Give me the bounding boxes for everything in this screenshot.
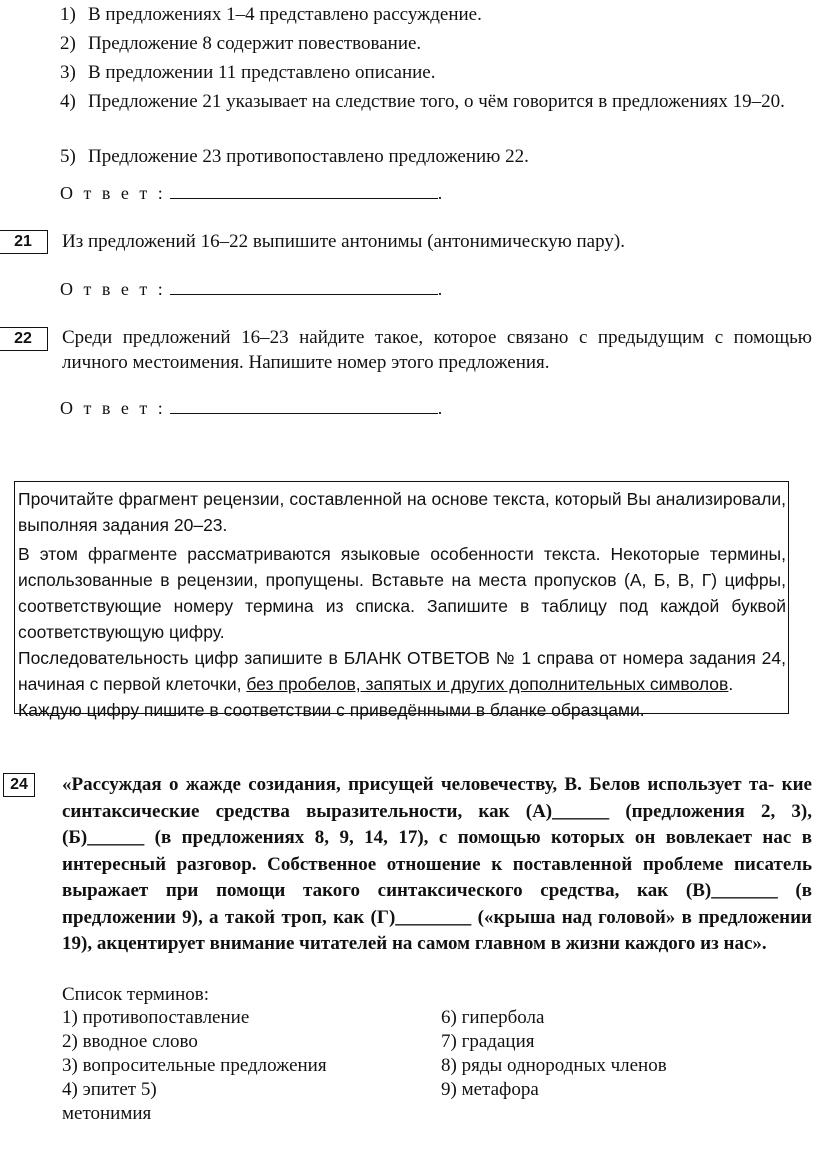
answer-blank[interactable] <box>170 276 438 295</box>
option-text: В предложении 11 представлено описание. <box>88 62 436 83</box>
term-item: метонимия <box>62 1103 152 1124</box>
answer-end: . <box>437 279 443 299</box>
option-number: 1) <box>60 4 76 25</box>
task-21-number: 21 <box>0 230 48 254</box>
option-text: В предложениях 1–4 представлено рассуждение. <box>88 4 482 25</box>
instructions-p3-underlined: без пробелов, запятых и других дополнительных символов <box>246 674 729 694</box>
term-item: 6) гипербола <box>441 1007 545 1028</box>
term-item: 7) градация <box>441 1031 535 1052</box>
term-item: 4) эпитет 5) <box>62 1079 157 1100</box>
option-text: Предложение 23 противопоставлено предложению 22. <box>88 146 529 167</box>
answer-line <box>60 180 442 204</box>
instructions-paragraph-2: В этом фрагменте рассматриваются языковые особенности текста. Некоторые термины, использованные в рецензии, пропущены. Вставьте на места пропусков (А, Б, В, Г) цифры, соответствующие номеру термина из списка. Запишите в таблицу под каждой буквой соответствующую цифру. <box>18 544 786 642</box>
instructions-box <box>14 481 789 720</box>
instructions-p3-text: Последовательность цифр запишите в БЛАНК ОТВЕТОВ № 1 справа от номера задания 24, начиная с первой клеточки, <box>18 648 786 694</box>
instructions-paragraph-4: Каждую цифру пишите в соответствии с приведёнными в бланке образцами. <box>18 700 645 720</box>
term-item: 3) вопросительные предложения <box>62 1055 327 1076</box>
option-text: Предложение 21 указывает на следствие того, о чём говорится в предложениях 19–20. <box>88 91 785 112</box>
answer-label: О т в е т : <box>60 279 166 299</box>
option-2 <box>60 31 815 56</box>
task-21-text: Из предложений 16–22 выпишите антонимы (антонимическую пару). <box>62 231 625 252</box>
option-5 <box>60 144 815 169</box>
option-number: 3) <box>60 62 76 83</box>
task-24-number: 24 <box>3 773 35 797</box>
answer-label: О т в е т : <box>60 183 166 203</box>
task-22-number: 22 <box>0 327 48 351</box>
answer-blank[interactable] <box>170 395 438 414</box>
option-text: Предложение 8 содержит повествование. <box>88 33 422 54</box>
instructions-paragraph-3 <box>18 645 786 697</box>
terms-heading: Список терминов: <box>62 984 209 1005</box>
instructions-paragraph-1: Прочитайте фрагмент рецензии, составленной на основе текста, который Вы анализировали, выполняя задания 20–23. <box>18 489 786 535</box>
term-item: 1) противопоставление <box>62 1007 250 1028</box>
term-item: 2) вводное слово <box>62 1031 198 1052</box>
terms-left-column <box>62 1006 432 1126</box>
term-item: 8) ряды однородных членов <box>441 1055 667 1076</box>
option-4 <box>60 89 815 139</box>
option-number: 2) <box>60 33 76 54</box>
answer-line <box>60 276 442 300</box>
option-3 <box>60 60 815 85</box>
task-24-text: «Рассуждая о жажде созидания, присущей человечеству, В. Белов использует та- кие синтаксические средства выразительности, как (А)______ (предложения 2, 3), (Б)______ (в предложениях 8, 9, 14, 17), с помощью которых он вовлекает нас в интересный разговор. Собственное отношение к поставленной проблеме писатель выражает при помощи такого синтаксического средства, как (В)_______ (в предложении 9), а такой троп, как (Г)________ («крыша над головой» в предложении 19), акцентирует внимание читателей на самом главном в жизни каждого из нас». <box>62 774 812 954</box>
option-number: 5) <box>60 146 76 167</box>
task-22-text: Среди предложений 16–23 найдите такое, которое связано с предыдущим с помощью личного местоимения. Напишите номер этого предложения. <box>62 327 812 373</box>
term-item: 9) метафора <box>441 1079 539 1100</box>
terms-right-column <box>441 1006 801 1102</box>
answer-blank[interactable] <box>170 180 438 199</box>
answer-line <box>60 395 442 419</box>
option-number: 4) <box>60 91 76 112</box>
answer-end: . <box>437 398 443 418</box>
option-1 <box>60 2 815 27</box>
answer-label: О т в е т : <box>60 398 166 418</box>
instructions-p3-end: . <box>728 674 734 694</box>
answer-end: . <box>437 183 443 203</box>
